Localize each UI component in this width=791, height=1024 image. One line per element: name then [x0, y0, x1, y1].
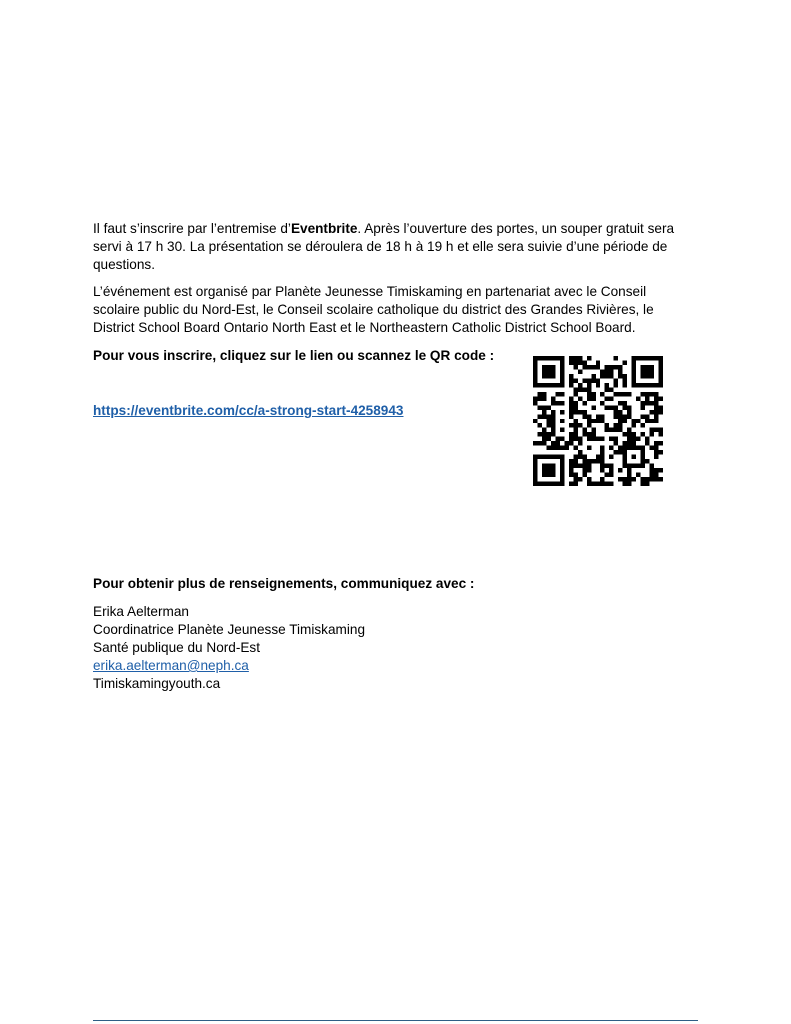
footer-divider: [93, 1020, 698, 1021]
partners-paragraph: L’événement est organisé par Planète Jeunesse Timiskaming en partenariat avec le Conseil scolaire public du Nord-Est, le Conseil scolaire catholique du district des Grandes Rivières, le District School Board Ontario North East et le Northeastern Catholic District School Board.: [93, 284, 654, 335]
contact-organization: Santé publique du Nord-Est: [93, 640, 261, 655]
contact-heading: Pour obtenir plus de renseignements, communiquez avec :: [93, 576, 475, 591]
contact-email-link[interactable]: erika.aelterman@neph.ca: [93, 658, 249, 673]
contact-role: Coordinatrice Planète Jeunesse Timiskaming: [93, 622, 366, 637]
intro-paragraph: [93, 220, 693, 274]
intro-text-start: Il faut s’inscrire par l’entremise d’: [93, 221, 291, 236]
eventbrite-name: Eventbrite: [290, 221, 358, 236]
contact-website: Timiskamingyouth.ca: [93, 676, 221, 691]
register-heading: Pour vous inscrire, cliquez sur le lien ou scannez le QR code :: [93, 348, 495, 363]
intro-text-end: . Après l’ouverture des portes, un souper gratuit sera servi à 17 h 30. La présentation se déroulera de 18 h à 19 h et elle sera suivie d’une période de questions.: [93, 221, 675, 272]
qr-code-icon: [533, 356, 663, 486]
contact-details: [93, 603, 365, 693]
eventbrite-link[interactable]: https://eventbrite.com/cc/a-strong-start-4258943: [93, 403, 404, 418]
contact-name: Erika Aelterman: [93, 604, 189, 619]
